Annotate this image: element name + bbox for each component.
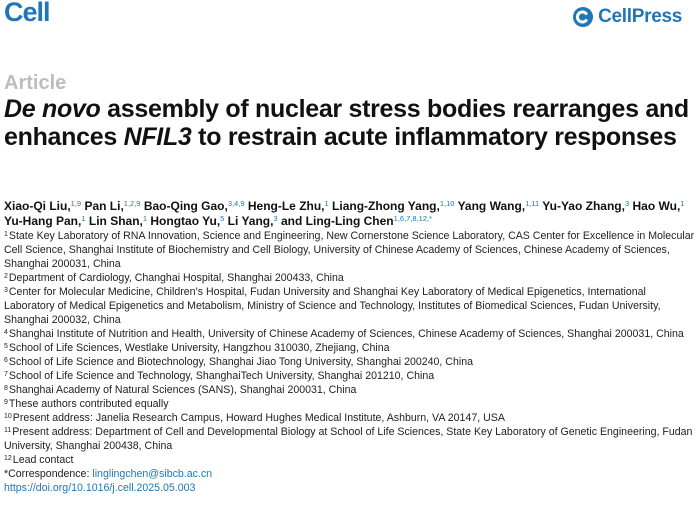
author-name: Yu-Yao Zhang,	[542, 199, 625, 213]
affiliation	[4, 341, 698, 355]
affiliation	[4, 369, 698, 383]
author-name: and Ling-Ling Chen	[280, 213, 394, 228]
doi	[4, 481, 698, 495]
correspondence	[4, 467, 698, 481]
correspondence-email-link[interactable]: linglingchen@sibcb.ac.cn	[92, 468, 213, 480]
author-name: Pan Li,	[84, 199, 124, 213]
title-italic-2: NFIL3	[123, 123, 192, 151]
author-name: Hao Wu,	[632, 199, 681, 213]
author	[281, 214, 432, 228]
affiliation	[4, 425, 698, 453]
affiliation-number: 10	[4, 413, 12, 420]
affiliation-text: Center for Molecular Medicine, Children’s Hospital, Fudan University and Shanghai Key Laboratory of Medical Epigenetics, International Laboratory of Medical Epigenetics and Metabolism, Ministry of Science and Technology, Institutes of Biomedical Sciences, Fudan University, Shanghai 200032, China	[4, 286, 661, 326]
author-name: Yu-Hang Pan,	[4, 213, 82, 228]
affiliation-text: Lead contact	[12, 454, 74, 466]
affiliation	[4, 285, 698, 327]
title-text-2: to restrain acute inflammatory responses	[191, 123, 677, 151]
affiliation-text: Shanghai Institute of Nutrition and Health, University of Chinese Academy of Sciences, Chinese Academy of Sciences, Shanghai 200031, China	[8, 328, 684, 340]
affiliation-text: School of Life Science and Technology, ShanghaiTech University, Shanghai 201210, China	[8, 370, 435, 382]
author-name: Lin Shan,	[88, 213, 143, 228]
author-name: Li Yang,	[227, 213, 274, 228]
author	[150, 214, 224, 228]
affiliation-number: 9	[4, 399, 8, 406]
author-name: Hongtao Yu,	[150, 213, 221, 228]
affiliation	[4, 411, 698, 425]
author-affiliation-sup[interactable]: 1,6,7,8,12,*	[393, 213, 433, 223]
affiliation-number: 8	[4, 385, 8, 392]
affiliation-text: School of Life Sciences, Westlake University, Hangzhou 310030, Zhejiang, China	[8, 342, 390, 354]
affiliation	[4, 327, 698, 341]
author-list	[4, 199, 698, 228]
author	[4, 199, 81, 213]
affiliation-number: 4	[4, 329, 8, 336]
affiliation-text: State Key Laboratory of RNA Innovation, Science and Engineering, New Cornerstone Science Laboratory, CAS Center for Excellence in Molecular Cell Science, Shanghai Institute of Biochemistry and Cell Biology, University of Chinese Academy of Sciences, Chinese Academy of Sciences, Shanghai 200031, China	[4, 230, 695, 270]
author-affiliation-sup[interactable]: 1,2,9	[123, 199, 141, 208]
affiliation-number: 12	[4, 455, 12, 462]
affiliation-number: 1	[4, 231, 8, 238]
article-title	[4, 95, 694, 151]
author	[84, 199, 140, 213]
affiliation	[4, 355, 698, 369]
title-italic-1: De novo	[4, 95, 101, 123]
author-affiliation-sup[interactable]: 1,10	[439, 199, 455, 208]
author-affiliation-sup[interactable]: 3,4,9	[227, 199, 245, 208]
affiliation-text: Department of Cardiology, Changhai Hospital, Shanghai 200433, China	[8, 272, 344, 284]
author	[248, 199, 329, 213]
affiliation-number: 6	[4, 357, 8, 364]
affiliation	[4, 229, 698, 271]
affiliation-list	[4, 229, 698, 495]
author-affiliation-sup[interactable]: 3	[273, 213, 278, 223]
affiliation-text: Present address: Department of Cell and Developmental Biology at School of Life Sciences, State Key Laboratory of Genetic Engineering, Fudan University, Shanghai 200438, China	[4, 426, 693, 452]
author	[458, 199, 540, 213]
journal-name: Cell	[4, 0, 50, 27]
author-name: Heng-Le Zhu,	[247, 199, 325, 213]
affiliation-number: 3	[4, 287, 8, 294]
author-affiliation-sup[interactable]: 1,11	[525, 199, 540, 208]
publisher-name: CellPress	[598, 6, 682, 27]
author-affiliation-sup[interactable]: 1	[324, 199, 329, 208]
author	[542, 199, 629, 213]
affiliation-text: Present address: Janelia Research Campus, Howard Hughes Medical Institute, Ashburn, VA 20147, USA	[12, 412, 505, 424]
affiliation	[4, 383, 698, 397]
correspondence-label: *Correspondence:	[4, 468, 93, 480]
author	[89, 214, 147, 228]
affiliation-number: 5	[4, 343, 8, 350]
author-affiliation-sup[interactable]: 1	[680, 199, 685, 208]
author-affiliation-sup[interactable]: 1,9	[70, 199, 82, 208]
affiliation-text: School of Life Science and Biotechnology, Shanghai Jiao Tong University, Shanghai 200240, China	[8, 356, 473, 368]
affiliation	[4, 271, 698, 285]
affiliation-number: 7	[4, 371, 8, 378]
author-affiliation-sup[interactable]: 1	[142, 213, 148, 223]
affiliation	[4, 453, 698, 467]
author	[633, 199, 685, 213]
publisher-logo	[572, 6, 682, 28]
author	[4, 214, 86, 228]
affiliation-number: 2	[4, 273, 8, 280]
author	[228, 214, 278, 228]
author-name: Xiao-Qi Liu,	[4, 199, 71, 213]
cellpress-icon	[572, 6, 594, 28]
author-affiliation-sup[interactable]: 3	[624, 199, 630, 208]
title-text-1: assembly of nuclear stress bodies rearranges and enhances	[4, 95, 689, 151]
author-affiliation-sup[interactable]: 5	[220, 213, 225, 223]
author-name: Bao-Qing Gao,	[143, 199, 228, 213]
author	[332, 199, 454, 213]
affiliation-text: Shanghai Academy of Natural Sciences (SANS), Shanghai 200031, China	[8, 384, 357, 396]
author-name: Yang Wang,	[457, 199, 526, 213]
affiliation	[4, 397, 698, 411]
author-affiliation-sup[interactable]: 1	[81, 213, 86, 223]
affiliation-number: 11	[4, 427, 12, 434]
affiliation-text: These authors contributed equally	[8, 398, 169, 410]
doi-link[interactable]: https://doi.org/10.1016/j.cell.2025.05.003	[4, 482, 196, 494]
article-type: Article	[4, 72, 67, 94]
author	[144, 199, 245, 213]
author-name: Liang-Zhong Yang,	[332, 199, 440, 213]
